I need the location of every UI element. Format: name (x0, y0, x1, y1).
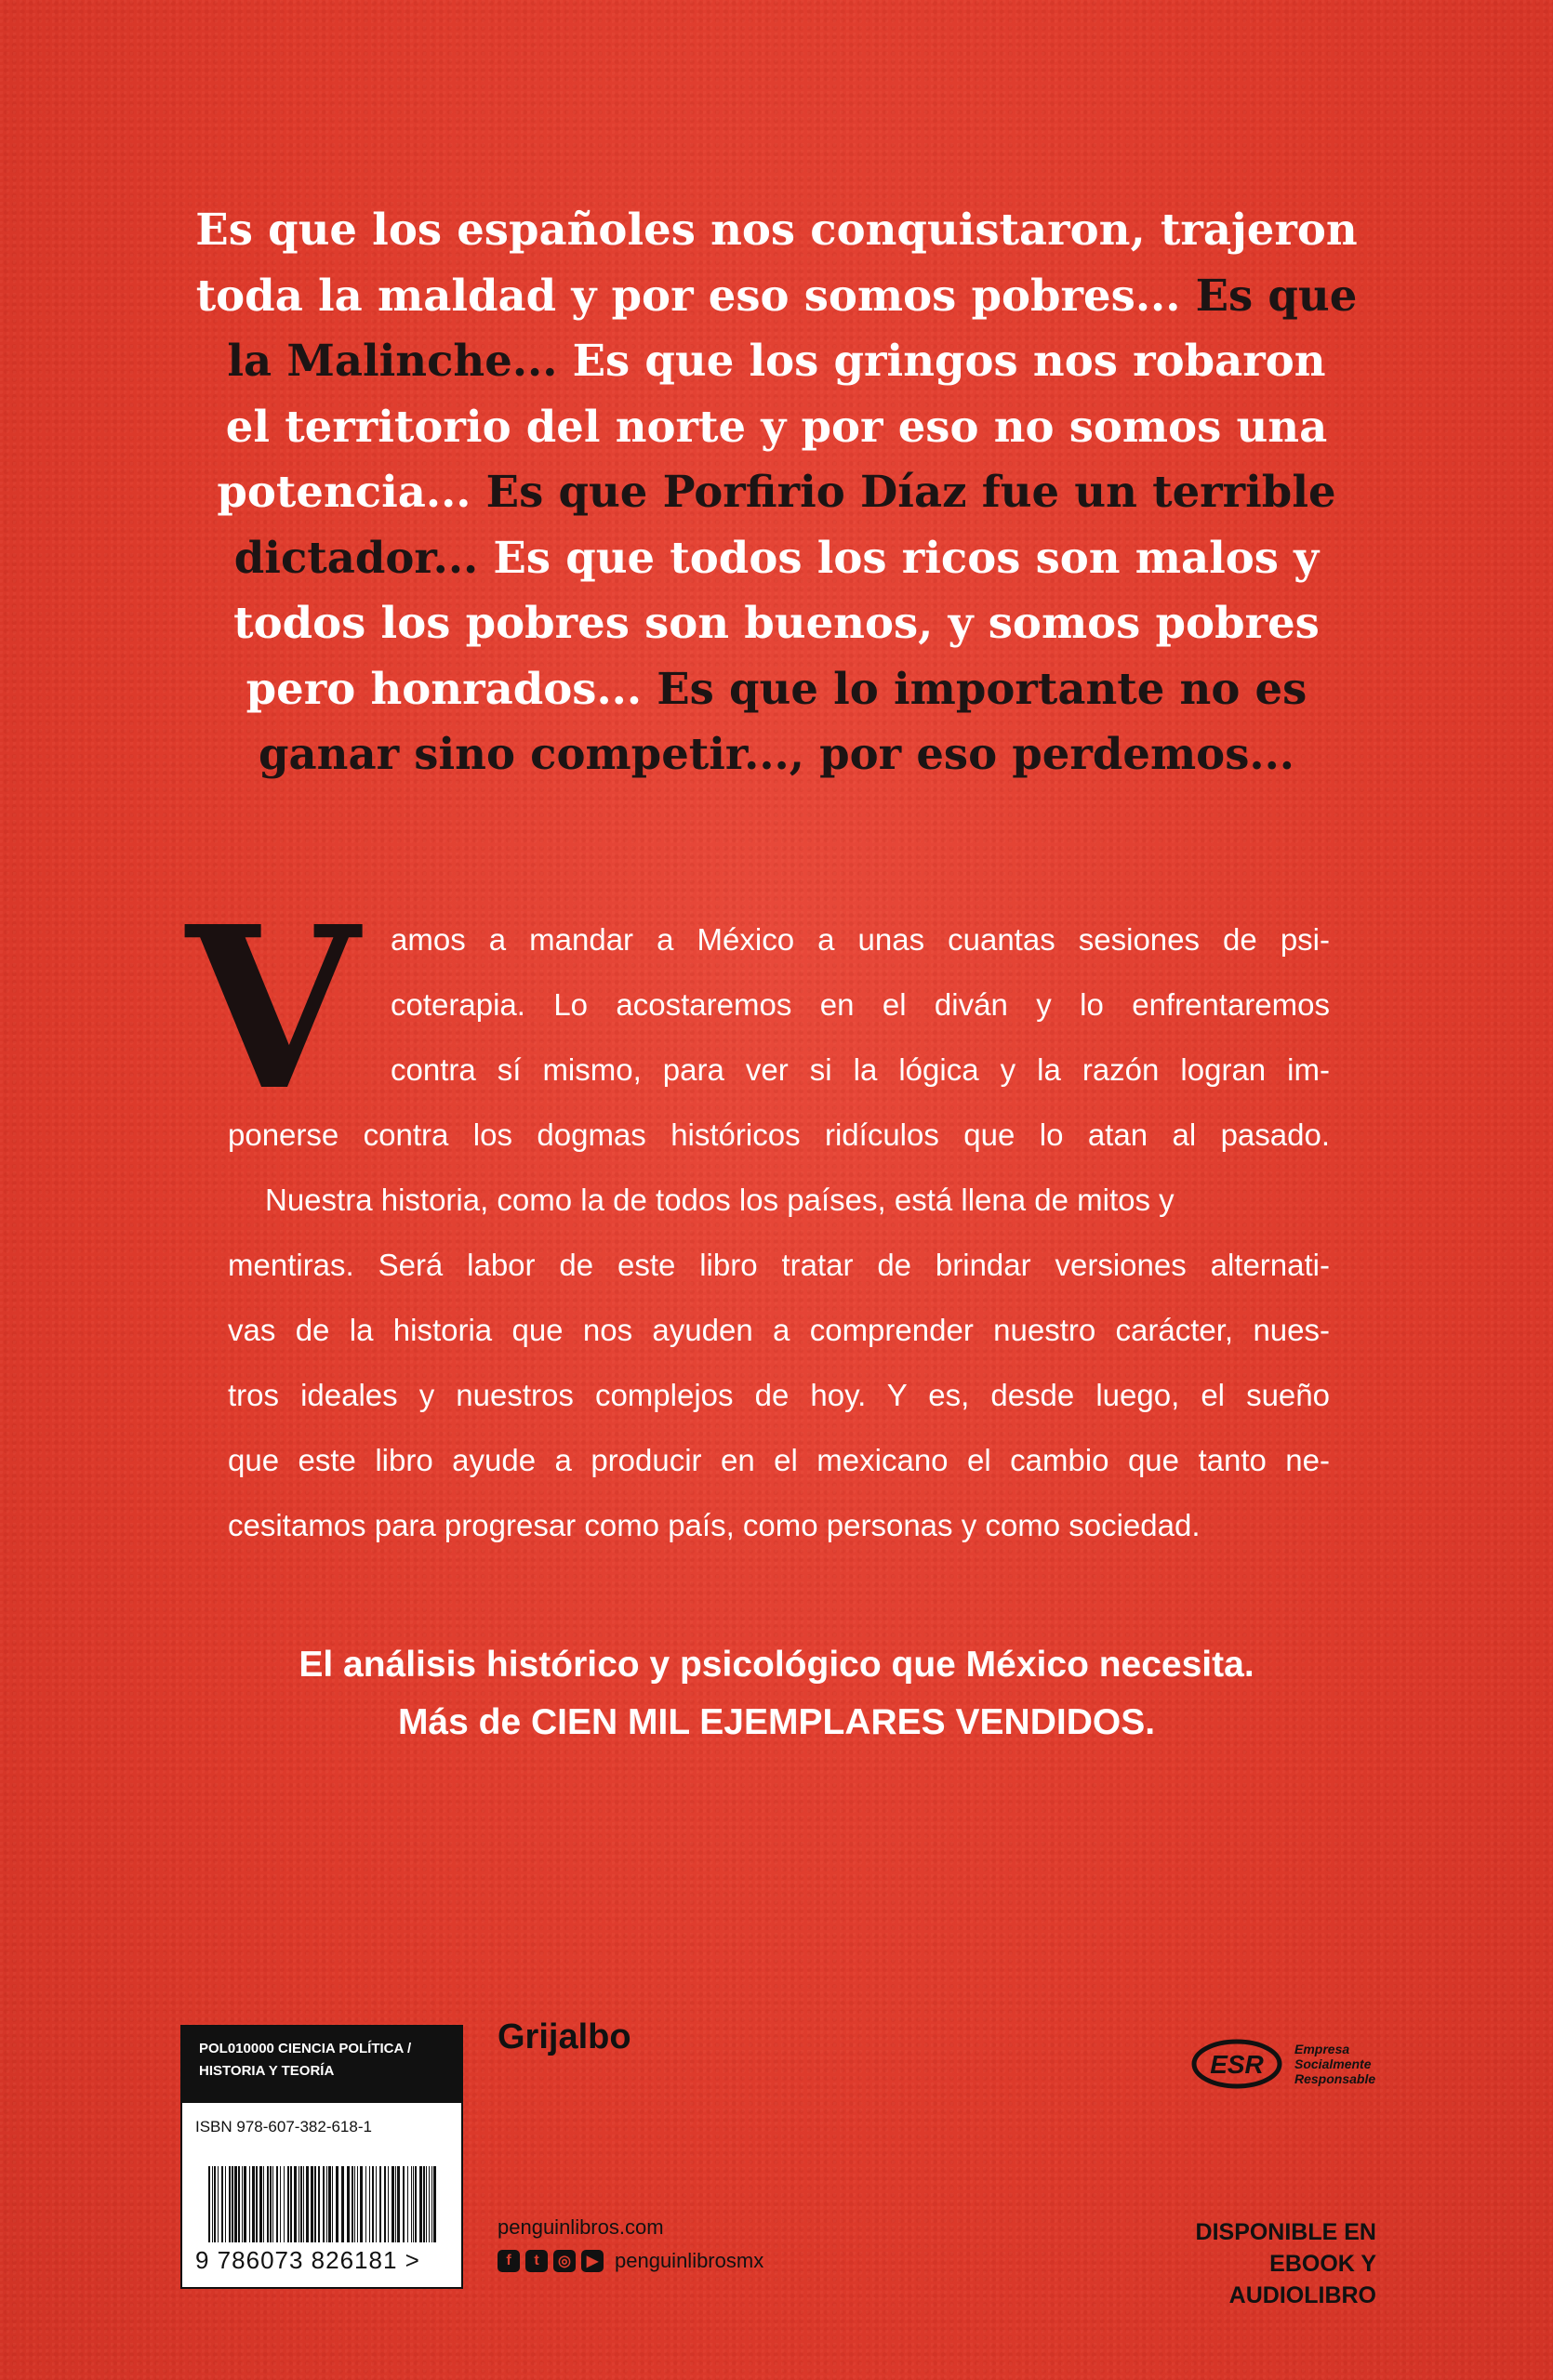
synopsis-line: que este libro ayude a producir en el mexicano el cambio que tanto ne- (228, 1443, 1330, 1477)
barcode-bar (347, 2166, 350, 2242)
barcode-bar (372, 2166, 374, 2242)
publisher-logo: Grijalbo (498, 2017, 631, 2056)
quote-segment: pero honrados... (246, 662, 657, 714)
barcode-bar (208, 2166, 210, 2242)
barcode-bar (303, 2166, 304, 2242)
barcode-bar (314, 2166, 316, 2242)
barcode-bar (352, 2166, 353, 2242)
availability-line-1: DISPONIBLE EN (1195, 2219, 1376, 2245)
barcode-bar (323, 2166, 325, 2242)
barcode-bar (252, 2166, 255, 2242)
quote-line (139, 459, 1414, 525)
tagline (139, 1636, 1414, 1752)
barcode-bar (267, 2166, 269, 2242)
social-links (498, 2249, 763, 2273)
barcode-bar (225, 2166, 226, 2242)
synopsis-line: Nuestra historia, como la de todos los países, está llena de mitos y (265, 1183, 1175, 1217)
quote-line (139, 590, 1414, 656)
barcode-bar (218, 2166, 219, 2242)
barcode-bar (379, 2166, 381, 2242)
barcode-digits: 9 786073 826181 > (195, 2246, 420, 2274)
quote-segment: Es que los españoles nos conquistaron, trajeron (195, 204, 1358, 255)
quote-segment: potencia... (217, 466, 486, 517)
availability-note (1153, 2216, 1376, 2311)
barcode-bar (365, 2166, 366, 2242)
quote-line (139, 721, 1414, 787)
synopsis-line: vas de la historia que nos ayuden a comprender nuestro carácter, nues- (228, 1313, 1330, 1347)
barcode-box (180, 2025, 463, 2289)
quote-segment: toda la maldad y por eso somos pobres... (195, 269, 1196, 321)
barcode-bar (272, 2166, 273, 2242)
isbn-text: ISBN 978-607-382-618-1 (195, 2118, 372, 2135)
quote-line (139, 394, 1414, 460)
barcode-bar (415, 2166, 417, 2242)
barcode-bar (238, 2166, 240, 2242)
barcode-bar (395, 2166, 396, 2242)
barcode-bar (300, 2166, 302, 2242)
barcode-bar (336, 2166, 338, 2242)
quote-line (139, 656, 1414, 722)
quote-segment: Es que todos los ricos son malos y (493, 531, 1320, 583)
barcode-bar (392, 2166, 394, 2242)
barcode-bar (244, 2166, 246, 2242)
quote-segment: el territorio del norte y por eso no somos una (225, 400, 1328, 452)
barcode-bar (276, 2166, 278, 2242)
esr-text (1294, 2042, 1375, 2086)
barcode-bar (263, 2166, 264, 2242)
esr-badge (1190, 2036, 1375, 2092)
barcode-bar (214, 2166, 216, 2242)
synopsis-line: amos a mandar a México a unas cuantas sesiones de psi- (391, 922, 1330, 957)
barcode-bar (369, 2166, 370, 2242)
synopsis-line: cesitamos para progresar como país, como personas y como sociedad. (228, 1508, 1201, 1542)
barcode-bar (429, 2166, 430, 2242)
synopsis-line: ponerse contra los dogmas históricos ridículos que lo atan al pasado. (228, 1117, 1330, 1152)
esr-line-2: Socialmente (1294, 2056, 1372, 2071)
quote-segment: Es que los gringos nos robaron (572, 335, 1326, 386)
barcode-bar (221, 2166, 223, 2242)
barcode-bar (376, 2166, 377, 2242)
barcode-bar (360, 2166, 363, 2242)
barcode-bar (326, 2166, 327, 2242)
barcode-bar (270, 2166, 272, 2242)
back-cover-quote (139, 197, 1414, 787)
website-link[interactable]: penguinlibros.com (498, 2215, 664, 2239)
barcode-bar (341, 2166, 344, 2242)
synopsis-line: coterapia. Lo acostaremos en el diván y lo enfrentaremos (391, 987, 1330, 1022)
barcode-bar (328, 2166, 331, 2242)
quote-segment: Es que lo importante no es (657, 662, 1307, 714)
quote-segment: Es que Porfirio Díaz fue un terrible (485, 466, 1336, 517)
barcode-bar (397, 2166, 400, 2242)
category-label (182, 2027, 461, 2103)
synopsis-line: contra sí mismo, para ver si la lógica y la razón logran im- (391, 1052, 1330, 1087)
tagline-line-2: Más de CIEN MIL EJEMPLARES VENDIDOS. (397, 1702, 1156, 1742)
barcode-bar (407, 2166, 408, 2242)
quote-segment: la Malinche... (227, 335, 573, 386)
esr-logo-icon (1190, 2036, 1287, 2092)
barcode-bar (284, 2166, 285, 2242)
barcode-bar (419, 2166, 422, 2242)
barcode-bar (290, 2166, 292, 2242)
barcode-bar (354, 2166, 355, 2242)
quote-segment: todos los pobres son buenos, y somos pobres (233, 597, 1320, 648)
quote-segment: Es que (1195, 269, 1358, 321)
quote-line (139, 263, 1414, 329)
barcode-bar (287, 2166, 289, 2242)
barcode-bar (433, 2166, 436, 2242)
availability-line-2: EBOOK Y AUDIOLIBRO (1228, 2251, 1376, 2308)
quote-segment: dictador... (233, 531, 494, 583)
quote-segment: ganar sino competir..., por eso perdemos... (259, 728, 1294, 779)
synopsis (228, 907, 1330, 1558)
youtube-icon[interactable]: ▶ (581, 2250, 604, 2272)
synopsis-line: tros ideales y nuestros complejos de hoy. Y es, desde luego, el sueño (228, 1378, 1330, 1412)
barcode-bar (232, 2166, 233, 2242)
svg-text:ESR: ESR (1210, 2050, 1264, 2079)
barcode-bar (426, 2166, 427, 2242)
social-handle[interactable]: penguinlibrosmx (615, 2249, 764, 2272)
facebook-icon[interactable]: f (498, 2250, 520, 2272)
instagram-icon[interactable]: ◎ (553, 2250, 576, 2272)
barcode-bar (249, 2166, 250, 2242)
synopsis-line: mentiras. Será labor de este libro tratar de brindar versiones alternati- (228, 1248, 1330, 1282)
barcode-bar (413, 2166, 414, 2242)
barcode-bar (403, 2166, 405, 2242)
esr-line-3: Responsable (1294, 2071, 1376, 2086)
barcode-bar (256, 2166, 258, 2242)
drop-cap: V (186, 878, 360, 1140)
barcode-bar (294, 2166, 297, 2242)
barcode-bar (306, 2166, 309, 2242)
tagline-line-1: El análisis histórico y psicológico que México necesita. (299, 1645, 1254, 1685)
barcode-bar (411, 2166, 412, 2242)
barcode-bar (318, 2166, 320, 2242)
twitter-icon[interactable]: t (525, 2250, 548, 2272)
barcode-bar (332, 2166, 333, 2242)
barcode-bar (212, 2166, 213, 2242)
quote-line (139, 197, 1414, 263)
barcode-bar (311, 2166, 313, 2242)
barcode-bar (423, 2166, 425, 2242)
category-line-2: HISTORIA Y TEORÍA (199, 2063, 335, 2079)
barcode-bar (259, 2166, 262, 2242)
quote-line (139, 525, 1414, 591)
barcode-bar (384, 2166, 386, 2242)
esr-line-1: Empresa (1294, 2042, 1350, 2056)
barcode-bar (388, 2166, 389, 2242)
category-line-1: POL010000 CIENCIA POLÍTICA / (199, 2041, 412, 2056)
barcode-bar (234, 2166, 237, 2242)
barcode-bar (431, 2166, 432, 2242)
barcode-bar (242, 2166, 243, 2242)
barcode-bar (357, 2166, 358, 2242)
barcode-bar (229, 2166, 231, 2242)
barcode-bar (280, 2166, 281, 2242)
quote-line (139, 328, 1414, 394)
barcode-bars (208, 2166, 436, 2242)
